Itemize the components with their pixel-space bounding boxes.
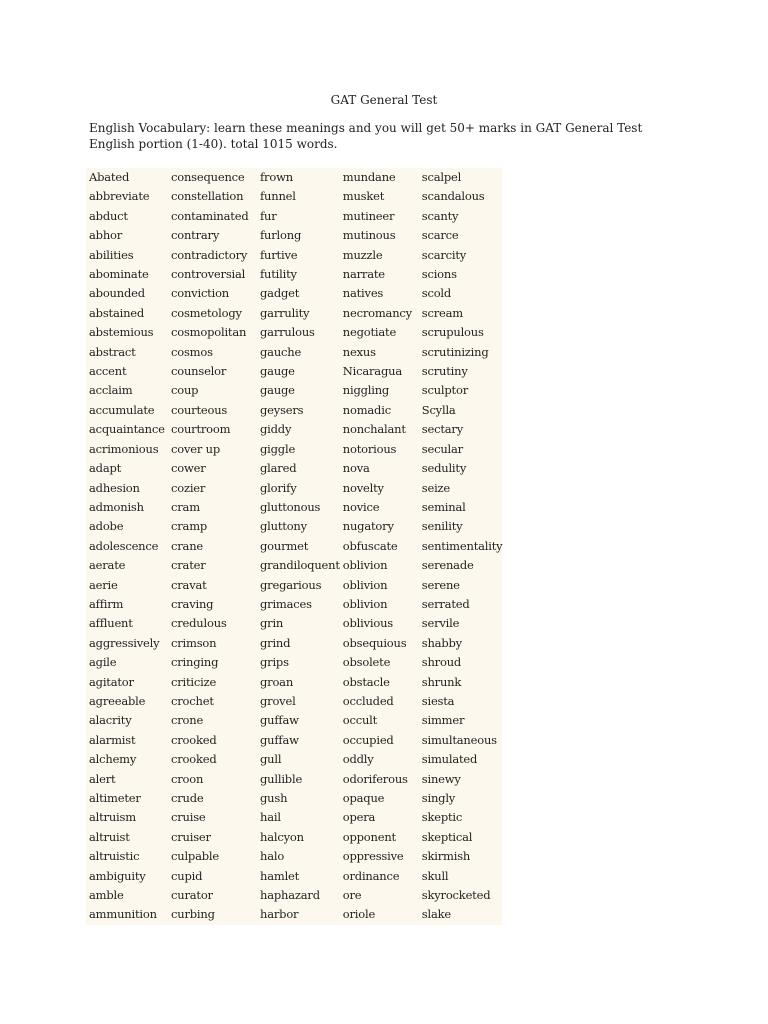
word-cell: natives (342, 286, 384, 301)
word-cell: sinewy (421, 771, 461, 786)
word-cell: opera (342, 810, 376, 825)
word-cell: opaque (342, 791, 385, 805)
word-cell: accumulate (89, 402, 155, 417)
word-cell: cozier (171, 480, 206, 495)
word-cell: secular (421, 441, 463, 456)
word-cell: scrupulous (421, 325, 484, 340)
table-row (86, 537, 502, 556)
word-cell: crude (171, 791, 204, 805)
table-row (86, 362, 502, 381)
word-cell: affirm (89, 596, 124, 611)
word-cell: culpable (171, 849, 219, 864)
word-cell: necromancy (342, 305, 412, 320)
table-row (86, 187, 502, 206)
table-row (86, 304, 502, 323)
word-cell: amble (89, 888, 124, 903)
word-cell: Scylla (421, 402, 456, 417)
word-cell: obsequious (342, 635, 407, 650)
word-cell: mutinous (342, 228, 396, 243)
word-cell: gluttony (260, 519, 307, 534)
word-cell: scandalous (421, 189, 485, 204)
word-cell: cower (171, 461, 206, 476)
word-cell: geysers (260, 402, 304, 417)
word-cell: obstacle (342, 674, 390, 689)
word-cell: futility (260, 267, 297, 282)
word-cell: controversial (171, 267, 246, 282)
word-cell: skeptical (421, 829, 473, 844)
table-row (86, 207, 502, 226)
word-cell: shrunk (421, 674, 462, 689)
word-cell: shabby (421, 635, 462, 650)
table-row (86, 692, 502, 711)
word-cell: gourmet (260, 538, 309, 553)
word-cell: ammunition (89, 907, 157, 922)
word-cell: obsolete (342, 655, 391, 670)
word-cell: crooked (171, 752, 217, 767)
word-cell: scanty (421, 208, 459, 223)
word-cell: guffaw (260, 713, 299, 728)
table-row (86, 576, 502, 595)
word-cell: harbor (260, 907, 299, 922)
word-cell: muzzle (342, 247, 383, 262)
word-cell: oppressive (342, 849, 404, 864)
table-row (86, 440, 502, 459)
word-cell: nugatory (342, 519, 394, 534)
word-cell: abominate (89, 267, 149, 282)
word-cell: serene (421, 577, 460, 592)
table-row (86, 226, 502, 245)
word-cell: agile (89, 655, 117, 670)
word-cell: sculptor (421, 383, 468, 398)
table-row (86, 381, 502, 400)
word-cell: opponent (342, 829, 396, 844)
word-cell: scrutiny (421, 364, 468, 379)
table-row (86, 789, 502, 808)
table-row (86, 401, 502, 420)
table-row (86, 168, 502, 187)
word-cell: furtive (260, 247, 298, 262)
word-cell: gush (260, 791, 288, 805)
word-cell: slake (421, 907, 451, 922)
intro-paragraph: English Vocabulary: learn these meanings and you will get 50+ marks in GAT General Test English portion (1-40). total 1015 words. (89, 121, 643, 151)
word-cell: scions (421, 267, 457, 282)
table-row (86, 479, 502, 498)
word-cell: senility (421, 519, 463, 534)
word-cell: ambiguity (89, 868, 146, 883)
table-row (86, 653, 502, 672)
word-cell: aerie (89, 577, 118, 592)
word-cell: gauche (260, 344, 302, 359)
table-row (86, 750, 502, 769)
word-cell: glorify (260, 480, 297, 495)
word-cell: altruist (89, 829, 130, 844)
table-row (86, 420, 502, 439)
word-cell: crochet (171, 693, 214, 708)
word-cell: grimaces (260, 596, 312, 611)
word-cell: cruise (171, 810, 206, 825)
word-cell: grandiloquent (260, 558, 340, 573)
word-cell: nova (342, 461, 370, 476)
table-row (86, 634, 502, 653)
word-cell: mutineer (342, 208, 395, 223)
word-cell: sectary (421, 422, 463, 437)
table-row (86, 517, 502, 536)
table-row (86, 343, 502, 362)
word-cell: garrulity (260, 305, 310, 320)
table-row (86, 265, 502, 284)
word-cell: occluded (342, 693, 394, 708)
word-cell: scold (421, 286, 452, 301)
word-cell: adapt (89, 461, 122, 476)
word-cell: grovel (260, 693, 296, 708)
word-cell: grind (260, 635, 291, 650)
word-cell: simultaneous (421, 732, 497, 747)
word-cell: cover up (171, 441, 220, 456)
word-cell: abstract (89, 344, 136, 359)
word-cell: abstained (89, 305, 145, 320)
table-row (86, 614, 502, 633)
table-row (86, 731, 502, 750)
word-cell: crone (171, 713, 204, 728)
word-cell: occupied (342, 732, 394, 747)
vocabulary-table (86, 168, 502, 925)
word-cell: craving (171, 596, 214, 611)
word-cell: negotiate (342, 325, 397, 340)
word-cell: cravat (171, 577, 207, 592)
word-cell: agitator (89, 674, 134, 689)
table-row (86, 459, 502, 478)
word-cell: cosmos (171, 344, 213, 359)
table-row (86, 828, 502, 847)
word-cell: funnel (260, 189, 296, 204)
word-cell: skirmish (421, 849, 471, 864)
word-cell: Abated (89, 170, 130, 184)
word-cell: skull (421, 868, 449, 883)
word-cell: alacrity (89, 713, 132, 728)
word-cell: oriole (342, 907, 376, 922)
word-cell: notorious (342, 441, 397, 456)
word-cell: ore (342, 888, 362, 903)
word-cell: scrutinizing (421, 344, 489, 359)
word-cell: simulated (421, 752, 478, 767)
word-cell: guffaw (260, 732, 299, 747)
table-row (86, 886, 502, 905)
word-cell: scarcity (421, 247, 467, 262)
word-cell: affluent (89, 616, 133, 631)
word-cell: simmer (421, 713, 465, 728)
page-title: GAT General Test (330, 93, 438, 107)
word-cell: cram (171, 499, 200, 514)
word-cell: shroud (421, 655, 462, 670)
word-cell: grin (260, 616, 284, 631)
word-cell: hamlet (260, 868, 300, 883)
word-cell: frown (260, 170, 293, 184)
word-cell: courtroom (171, 422, 231, 437)
word-cell: coup (171, 383, 199, 398)
word-cell: aggressively (89, 635, 160, 650)
word-cell: abilities (89, 247, 134, 262)
word-cell: curator (171, 888, 213, 903)
word-cell: accent (89, 364, 127, 379)
word-cell: scream (421, 305, 463, 320)
word-cell: oblivious (342, 616, 394, 631)
table-row (86, 847, 502, 866)
word-cell: odoriferous (342, 771, 408, 786)
word-cell: scarce (421, 228, 459, 243)
word-cell: admonish (89, 499, 144, 514)
word-cell: occult (342, 713, 378, 728)
word-cell: oblivion (342, 577, 388, 592)
word-cell: counselor (171, 364, 227, 379)
word-cell: glared (260, 461, 297, 476)
word-cell: abhor (89, 228, 123, 243)
word-cell: gullible (260, 771, 303, 786)
word-cell: cupid (171, 868, 203, 883)
word-cell: acrimonious (89, 441, 159, 456)
table-row (86, 556, 502, 575)
table-row (86, 770, 502, 789)
word-cell: agreeable (89, 693, 146, 708)
word-cell: consequence (171, 170, 245, 184)
word-cell: contrary (171, 228, 220, 243)
word-cell: criticize (171, 674, 217, 689)
word-cell: crooked (171, 732, 217, 747)
table-row (86, 867, 502, 886)
word-cell: giddy (260, 422, 292, 437)
word-cell: cramp (171, 519, 208, 534)
word-cell: abounded (89, 286, 145, 301)
word-cell: adhesion (89, 480, 140, 495)
word-cell: halo (260, 849, 285, 864)
word-cell: Nicaragua (342, 364, 402, 379)
word-cell: grips (260, 655, 289, 670)
word-cell: gauge (260, 383, 295, 398)
table-row (86, 323, 502, 342)
word-cell: abstemious (89, 325, 154, 340)
word-cell: novice (342, 499, 380, 514)
word-cell: conviction (171, 286, 230, 301)
word-cell: alarmist (89, 732, 136, 747)
word-cell: abbreviate (89, 189, 150, 204)
word-cell: cosmetology (171, 305, 242, 320)
word-cell: skyrocketed (421, 888, 491, 903)
word-cell: nexus (342, 344, 376, 359)
word-cell: acquaintance (89, 422, 165, 437)
word-cell: niggling (342, 383, 390, 398)
word-cell: crane (171, 538, 204, 553)
word-cell: novelty (342, 480, 384, 495)
word-cell: gauge (260, 364, 295, 379)
word-cell: altimeter (89, 791, 141, 805)
word-cell: oddly (342, 752, 374, 767)
word-cell: crater (171, 558, 206, 573)
word-cell: fur (260, 208, 277, 223)
word-cell: garrulous (260, 325, 315, 340)
table-row (86, 246, 502, 265)
word-cell: adobe (89, 519, 124, 534)
word-cell: giggle (260, 441, 296, 456)
word-cell: haphazard (260, 888, 320, 903)
word-cell: contaminated (171, 208, 249, 223)
table-row (86, 498, 502, 517)
word-cell: singly (421, 791, 456, 805)
word-cell: siesta (421, 693, 455, 708)
word-cell: oblivion (342, 558, 388, 573)
word-cell: oblivion (342, 596, 388, 611)
word-cell: abduct (89, 208, 128, 223)
table-row (86, 808, 502, 827)
word-cell: sedulity (421, 461, 467, 476)
word-cell: musket (342, 189, 385, 204)
word-cell: obfuscate (342, 538, 398, 553)
word-cell: acclaim (89, 383, 133, 398)
word-cell: serenade (421, 558, 474, 573)
word-cell: contradictory (171, 247, 248, 262)
word-cell: hail (260, 810, 281, 825)
word-cell: sentimentality (421, 538, 503, 553)
word-cell: skeptic (421, 810, 463, 825)
word-cell: adolescence (89, 538, 159, 553)
word-cell: gregarious (260, 577, 322, 592)
word-cell: cosmopolitan (171, 325, 247, 340)
word-cell: gluttonous (260, 499, 321, 514)
table-row (86, 905, 502, 924)
table-row (86, 284, 502, 303)
word-cell: cruiser (171, 829, 211, 844)
word-cell: curbing (171, 907, 215, 922)
word-cell: crimson (171, 635, 217, 650)
word-cell: serrated (421, 596, 470, 611)
word-cell: gadget (260, 286, 300, 301)
word-cell: scalpel (421, 170, 462, 184)
word-cell: seize (421, 480, 451, 495)
word-cell: croon (171, 771, 204, 786)
word-cell: servile (421, 616, 460, 631)
word-cell: aerate (89, 558, 126, 573)
word-cell: cringing (171, 655, 219, 670)
word-cell: mundane (342, 170, 396, 184)
word-cell: constellation (171, 189, 244, 204)
word-cell: courteous (171, 402, 228, 417)
word-cell: narrate (342, 267, 385, 282)
word-cell: ordinance (342, 868, 400, 883)
table-row (86, 673, 502, 692)
word-cell: altruistic (89, 849, 140, 864)
vocabulary-table-body (86, 168, 502, 925)
word-cell: credulous (171, 616, 227, 631)
word-cell: altruism (89, 810, 136, 825)
word-cell: halcyon (260, 829, 304, 844)
word-cell: alert (89, 771, 116, 786)
word-cell: gull (260, 752, 282, 767)
word-cell: furlong (260, 228, 302, 243)
table-row (86, 595, 502, 614)
word-cell: seminal (421, 499, 466, 514)
word-cell: alchemy (89, 752, 137, 767)
word-cell: nomadic (342, 402, 391, 417)
word-cell: nonchalant (342, 422, 406, 437)
table-row (86, 711, 502, 730)
word-cell: groan (260, 674, 294, 689)
